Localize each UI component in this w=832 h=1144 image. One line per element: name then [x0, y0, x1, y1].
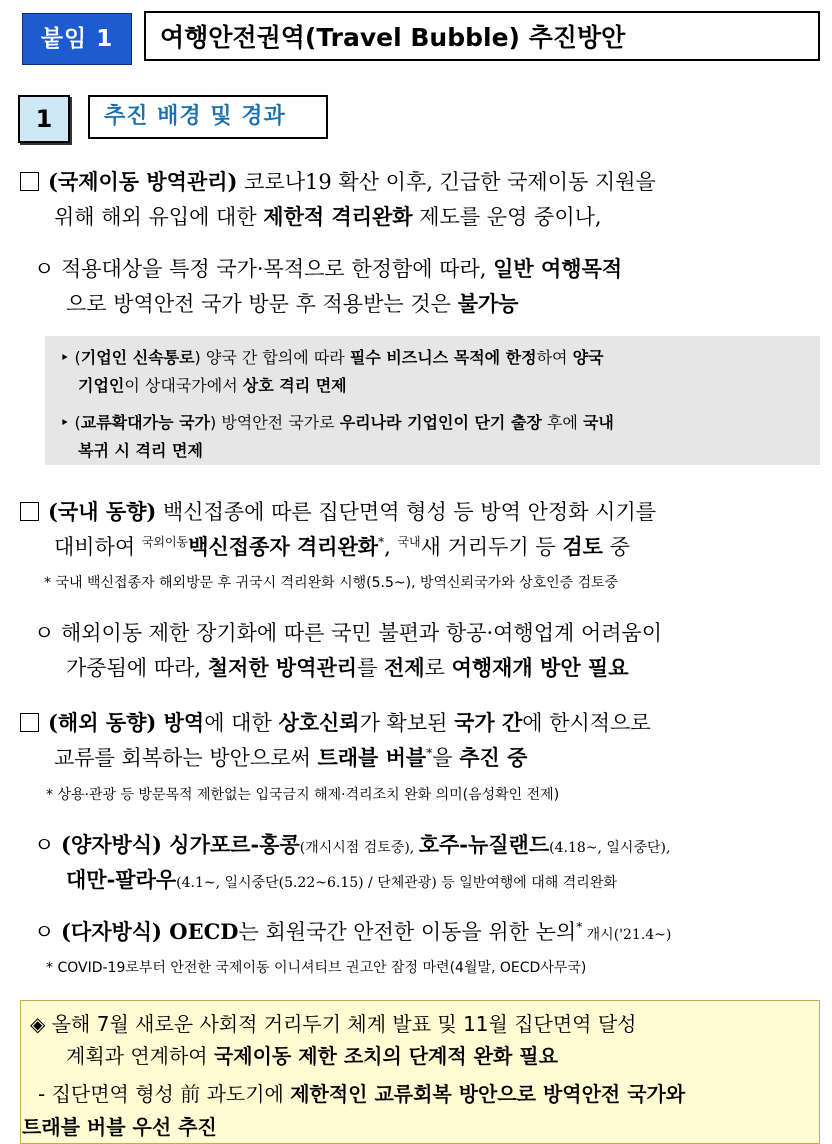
p1s-bold-2: 불가능: [457, 291, 519, 316]
paragraph-3-line-1: [20, 707, 651, 737]
p2-c: ,: [384, 535, 398, 559]
p2-f: 중: [602, 535, 630, 559]
g5: 하여: [536, 348, 573, 367]
section-title: 추진 배경 및 경과: [88, 95, 328, 139]
checkbox-square-icon: [20, 172, 39, 191]
paragraph-3-sub-1-line-1: [34, 829, 670, 859]
p2-a: 대비하여: [54, 535, 142, 559]
p3-f: 국가 간: [454, 710, 523, 735]
p3s-b: (양자방식) 싱가포르-홍콩: [60, 832, 300, 857]
box-c: 국제이동 제한 조치의 단계적 완화 필요: [213, 1044, 558, 1068]
section-number: 1: [18, 95, 70, 143]
attachment-badge: 붙임 1: [22, 13, 132, 65]
p1-heading: (국제이동 방역관리): [48, 169, 238, 194]
box-b: 계획과 연계하여: [66, 1044, 214, 1068]
p3s-g: (4.1~, 일시중단(5.22~6.15) / 단체관광) 등 일반여행에 대해 격리완화: [176, 875, 617, 891]
grey-bullet-1-line-2: [78, 373, 347, 396]
paragraph-1-line-2: [54, 201, 602, 231]
p2s-b: 가중됨에 따라,: [66, 656, 208, 680]
p2s-d: 를: [357, 656, 385, 680]
g3: ) 양국 간 합의에 따라: [194, 348, 350, 367]
summary-line-1: [30, 1008, 637, 1037]
summary-line-2: [66, 1040, 558, 1069]
paragraph-2-sub-line-1: [34, 617, 662, 647]
p3s-a: ㅇ: [34, 833, 61, 857]
p3-star: *: [426, 746, 433, 760]
grey-bullet-1-line-1: [60, 345, 604, 368]
p3s-i: (다자방식) OECD: [60, 919, 239, 944]
g4: 필수 비즈니스 목적에 한정: [349, 348, 537, 367]
p2s-a: ㅇ 해외이동 제한 장기화에 따른 국민 불편과 항공·여행업계 어려움이: [34, 621, 663, 645]
p3s-e: (4.18~, 일시중단),: [549, 840, 671, 856]
p2-sup2: 국내: [397, 535, 421, 549]
p2s-f: 로: [424, 656, 452, 680]
g2: 기업인 신속통로: [80, 348, 195, 367]
box-d: - 집단면역 형성 前 과도기에: [38, 1082, 291, 1106]
p1-text-2: 위해 해외 유입에 대한: [54, 205, 264, 229]
g15: 국내: [582, 413, 614, 432]
p3-j: 을: [432, 746, 460, 770]
p1s-bold: 일반 여행목적: [493, 256, 623, 281]
checkbox-square-icon: [20, 713, 39, 732]
p2-d: 새 거리두기 등: [420, 535, 563, 559]
p2-sup1: 국외이동: [141, 535, 189, 549]
g7: 기업인: [78, 376, 125, 395]
paragraph-3-sub-1-line-2: [66, 864, 617, 894]
paragraph-3-sub-2: [34, 916, 671, 946]
box-a: ◈ 올해 7월 새로운 사회적 거리두기 체계 발표 및 11월 집단면역 달성: [30, 1012, 637, 1036]
p3-i: 트래블 버블: [317, 745, 427, 770]
paragraph-2-line-1: [20, 496, 656, 526]
box-f: 트래블 버블 우선 추진: [22, 1115, 217, 1139]
paragraph-2-line-2: [54, 531, 630, 561]
p2-e: 검토: [562, 534, 603, 559]
p3s-h: ㅇ: [34, 920, 61, 944]
paragraph-3-line-2: [54, 742, 527, 772]
grey-bullet-2-line-2: [78, 438, 203, 461]
g10: ‣ (: [60, 413, 81, 432]
p3-c: 에 대한: [204, 711, 279, 735]
grey-bullet-2-line-1: [60, 410, 614, 433]
p2s-g: 여행재개 방안 필요: [451, 655, 629, 680]
paragraph-1-line-1: [20, 166, 656, 196]
g6: 양국: [572, 348, 604, 367]
p1-text: 코로나19 확산 이후, 긴급한 국제이동 지원을: [237, 170, 656, 194]
p1s-text-2: 으로 방역안전 국가 방문 후 적용받는 것은: [66, 292, 458, 316]
p1s-text: ㅇ 적용대상을 특정 국가·목적으로 한정함에 따라,: [34, 257, 494, 281]
p3s-j: 는 회원국간 안전한 이동을 위한 논의: [238, 920, 577, 944]
p3-e: 가 확보된: [359, 711, 455, 735]
p3-g: 에 한시적으로: [522, 711, 651, 735]
p3s-star: *: [576, 920, 583, 934]
box-e: 제한적인 교류회복 방안으로 방역안전 국가와: [290, 1082, 686, 1106]
g8: 이 상대국가에서: [124, 376, 243, 395]
g12: ) 방역안전 국가로: [209, 413, 340, 432]
p1-text-3: 제도를 운영 중이나,: [412, 205, 602, 229]
g1: ‣ (: [60, 348, 81, 367]
p3-d: 상호신뢰: [278, 710, 360, 735]
p3s-f: 대만-팔라우: [66, 867, 177, 892]
g14: 후에: [541, 413, 583, 432]
paragraph-1-sub-line-1: [34, 253, 622, 283]
p3s-c: (개시시점 검토중),: [299, 840, 419, 856]
paragraph-1-sub-line-2: [66, 288, 518, 318]
document-title: 여행안전권역(Travel Bubble) 추진방안: [144, 11, 820, 61]
p3s-k: 개시('21.4~): [582, 927, 672, 943]
footnote-2: * 상용·관광 등 방문목적 제한없는 입국금지 해제·격리조치 완화 의미(음성확인 전제): [46, 787, 560, 803]
p2-heading: (국내 동향): [48, 499, 157, 524]
p3-h: 교류를 회복하는 방안으로써: [54, 746, 318, 770]
p2-text: 백신접종에 따른 집단면역 형성 등 방역 안정화 시기를: [156, 500, 657, 524]
g11: 교류확대가능 국가: [80, 413, 210, 432]
summary-line-3: [38, 1078, 685, 1107]
p2-star: *: [378, 535, 385, 549]
p2-b: 백신접종자 격리완화: [188, 534, 379, 559]
g13: 우리나라 기업인이 단기 출장: [339, 413, 542, 432]
p3s-d: 호주-뉴질랜드: [418, 832, 550, 857]
p2s-e: 전제: [384, 655, 425, 680]
p3-b: 방역: [156, 710, 205, 735]
p1-bold: 제한적 격리완화: [263, 204, 413, 229]
g9: 상호 격리 면제: [242, 376, 347, 395]
summary-line-4: [22, 1111, 217, 1140]
p2s-c: 철저한 방역관리: [207, 655, 358, 680]
p3-k: 추진 중: [459, 745, 528, 770]
checkbox-square-icon: [20, 502, 39, 521]
g16: 복귀 시 격리 면제: [78, 441, 203, 460]
footnote-1: * 국내 백신접종자 해외방문 후 귀국시 격리완화 시행(5.5~), 방역신뢰국가와 상호인증 검토중: [44, 575, 619, 591]
paragraph-2-sub-line-2: [66, 652, 629, 682]
p3-heading: (해외 동향): [48, 710, 157, 735]
footnote-3: * COVID-19로부터 안전한 국제이동 이니셔티브 권고안 잠정 마련(4월말, OECD사무국): [46, 960, 587, 976]
